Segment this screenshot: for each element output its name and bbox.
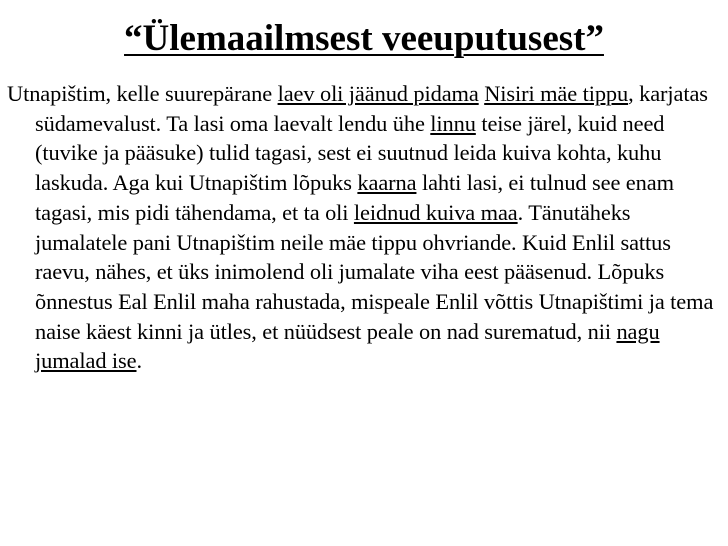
underlined-phrase: linnu (430, 110, 476, 136)
text-segment: teise järel, kuid need (tuvike ja pääsuke) tulid tagasi, sest ei suutnud leida kuiva kohta, kuhu laskuda. Aga kui Utnapištim lõpuks (35, 110, 665, 196)
body-paragraph (7, 79, 719, 376)
slide-title: “Ülemaailmsest veeuputusest” (124, 18, 604, 59)
text-segment: lahti lasi, ei tulnud see enam tagasi, mis pidi tähendama, et ta oli (35, 170, 674, 225)
text-segment: . (136, 348, 142, 374)
underlined-phrase: leidnud kuiva maa (353, 199, 518, 225)
text-segment: . Tänutäheks jumalatele pani Utnapištim neile mäe tippu ohvriande. Kuid Enlil sattus raevu, nähes, et üks inimolend oli jumalate viha eest pääsenud. Lõpuks õnnestus Eal Enlil maha rahustada, mispeale Enlil võttis Utnapištimi ja tema naise käest kinni ja ütles, et nüüdsest peale on nad surematud, nii (35, 199, 714, 344)
text-segment: Utnapištim, kelle suurepärane (7, 81, 278, 106)
text-segment: , karjatas südamevalust. Ta lasi oma laevalt lendu ühe (35, 81, 708, 136)
underlined-phrase: laev oli jäänud pidama (277, 81, 479, 106)
underlined-phrase: nagu jumalad ise (35, 318, 660, 374)
underlined-phrase: Nisiri mäe tippu (484, 81, 629, 106)
underlined-phrase: kaarna (357, 170, 417, 196)
